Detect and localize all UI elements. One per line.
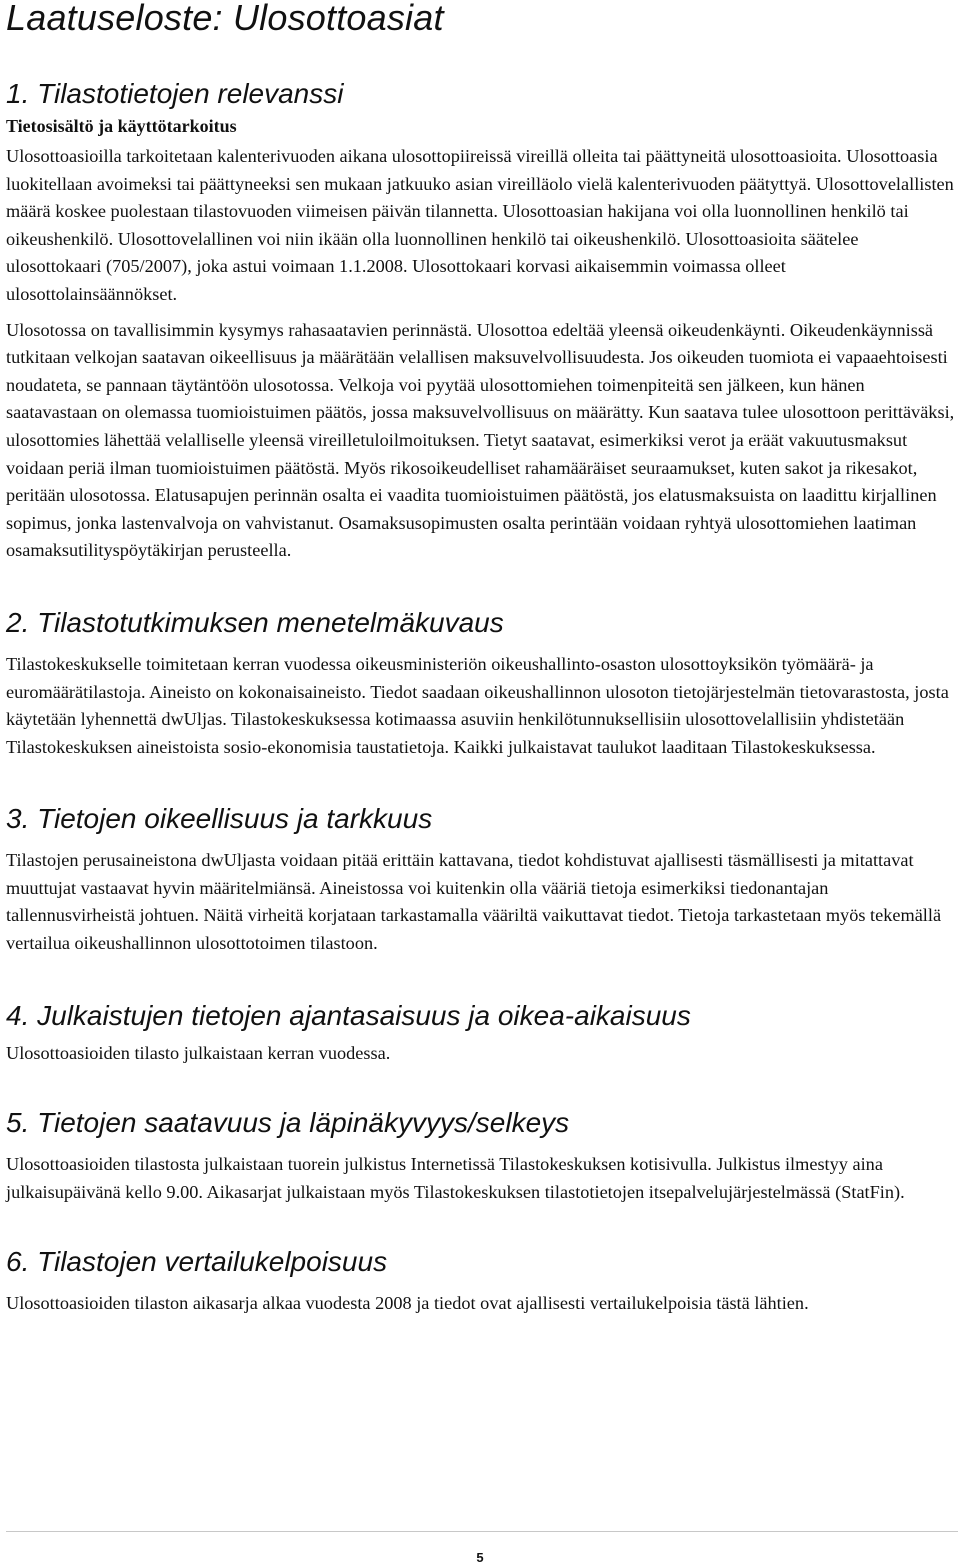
section-methodology	[6, 607, 958, 761]
section-timeliness	[6, 1000, 958, 1068]
section-heading: 5. Tietojen saatavuus ja läpinäkyvyys/selkeys	[6, 1107, 570, 1139]
section-paragraph: Tilastokeskukselle toimitetaan kerran vuodessa oikeusministeriön oikeushallinto-osaston ulosottoyksikön työmäärä- ja euromäärätilastoja. Aineisto on kokonaisaineisto. Tiedot saadaan oikeushallinnon ulosoton tietojärjestelmän tietovarastosta, josta käytetään lyhennettä dwUljas. Tilastokeskuksessa kotimaassa asuviin henkilötunnuksellisiin ulosottovelallisiin yhdistetään Tilastokeskuksen aineistoista sosio-ekonomisia taustatietoja. Kaikki julkaistavat taulukot laaditaan Tilastokeskuksessa.	[6, 653, 949, 757]
section-subheading: Tietosisältö ja käyttötarkoitus	[6, 116, 237, 136]
section-heading: 2. Tilastotutkimuksen menetelmäkuvaus	[6, 606, 504, 638]
document-title: Laatuseloste: Ulosottoasiat	[6, 0, 444, 38]
document-page	[6, 0, 958, 1318]
section-paragraph: Tilastojen perusaineistona dwUljasta voidaan pitää erittäin kattavana, tiedot kohdistuvat ajallisesti täsmällisesti ja mitattavat muuttujat vastaavat hyvin määritelmiänsä. Aineistossa voi kuitenkin olla vääriä tietoja esimerkiksi tiedonantajan tallennusvirheistä johtuen. Näitä virheitä korjataan tarkastamalla vääriltä vaikuttavat tiedot. Tietoja tarkastetaan myös tekemällä vertailua oikeushallinnon ulosottotoimen tilastoon.	[6, 850, 942, 954]
section-paragraph: Ulosottoasioiden tilaston aikasarja alkaa vuodesta 2008 ja tiedot ovat ajallisesti vertailukelpoisia tästä lähtien.	[6, 1293, 809, 1314]
footer-divider	[6, 1531, 958, 1532]
section-heading: 3. Tietojen oikeellisuus ja tarkkuus	[6, 803, 433, 835]
section-comparability	[6, 1246, 958, 1318]
section-heading: 1. Tilastotietojen relevanssi	[6, 78, 344, 109]
section-paragraph: Ulosottoasioiden tilasto julkaistaan kerran vuodessa.	[6, 1042, 391, 1063]
section-accessibility	[6, 1107, 958, 1206]
page-number: 5	[476, 1550, 484, 1565]
section-heading: 4. Julkaistujen tietojen ajantasaisuus ja oikea-aikaisuus	[6, 999, 691, 1031]
section-paragraph: Ulosotossa on tavallisimmin kysymys rahasaatavien perinnästä. Ulosottoa edeltää yleensä oikeudenkäynti. Oikeudenkäynnissä tutkitaan velkojan saatavan oikeellisuus ja määrätään velallisen maksuvelvollisuudesta. Jos oikeuden tuomiota ei vapaaehtoisesti noudateta, se pannaan täytäntöön ulosotossa. Velkoja voi pyytää ulosottomiehen toimenpiteitä sen jälkeen, kun hänen saatavastaan on olemassa tuomioistuimen päätös, jossa maksuvelvollisuus on määrätty. Kun saatava tulee ulosottoon perittäväksi, ulosottomies lähettää velalliselle yleensä vireilletuloilmoituksen. Tietyt saatavat, esimerkiksi verot ja eräät vakuutusmaksut voidaan periä ilman tuomioistuimen päätöstä. Myös rikosoikeudelliset rahamääräiset seuraamukset, kuten sakot ja rikesakot, peritään ulosotossa. Elatusapujen perinnän osalta ei vaadita tuomioistuimen päätöstä, jos elatusmaksuista on laadittu kirjallinen sopimus, jonka lastenvalvoja on vahvistanut. Osamaksusopimusten osalta perintään voidaan ryhtyä ulosottomiehen laatiman osamaksutilityspöytäkirjan perusteella.	[6, 319, 955, 561]
section-accuracy	[6, 803, 958, 957]
section-paragraph: Ulosottoasioiden tilastosta julkaistaan tuorein julkistus Internetissä Tilastokeskuksen kotisivulla. Julkistus ilmestyy aina julkaisupäivänä kello 9.00. Aikasarjat julkaistaan myös Tilastokeskuksen tilastotietojen itsepalvelujärjestelmässä (StatFin).	[6, 1154, 905, 1202]
section-relevance	[6, 78, 958, 565]
section-heading: 6. Tilastojen vertailukelpoisuus	[6, 1246, 388, 1278]
section-paragraph: Ulosottoasioilla tarkoitetaan kalenterivuoden aikana ulosottopiireissä vireillä olleita tai päättyneitä ulosottoasioita. Ulosottoasia luokitellaan avoimeksi tai päättyneeksi sen mukaan jatkuuko asian vireilläolo vielä kalenterivuoden päätyttyä. Ulosottovelallisten määrä koskee puolestaan tilastovuoden viimeisen päivän tilannetta. Ulosottoasian hakijana voi olla luonnollinen henkilö tai oikeushenkilö. Ulosottovelallinen voi niin ikään olla luonnollinen henkilö tai oikeushenkilö. Ulosottoasioita säätelee ulosottokaari (705/2007), joka astui voimaan 1.1.2008. Ulosottokaari korvasi aikaisemmin voimassa olleet ulosottolainsäännökset.	[6, 146, 954, 304]
